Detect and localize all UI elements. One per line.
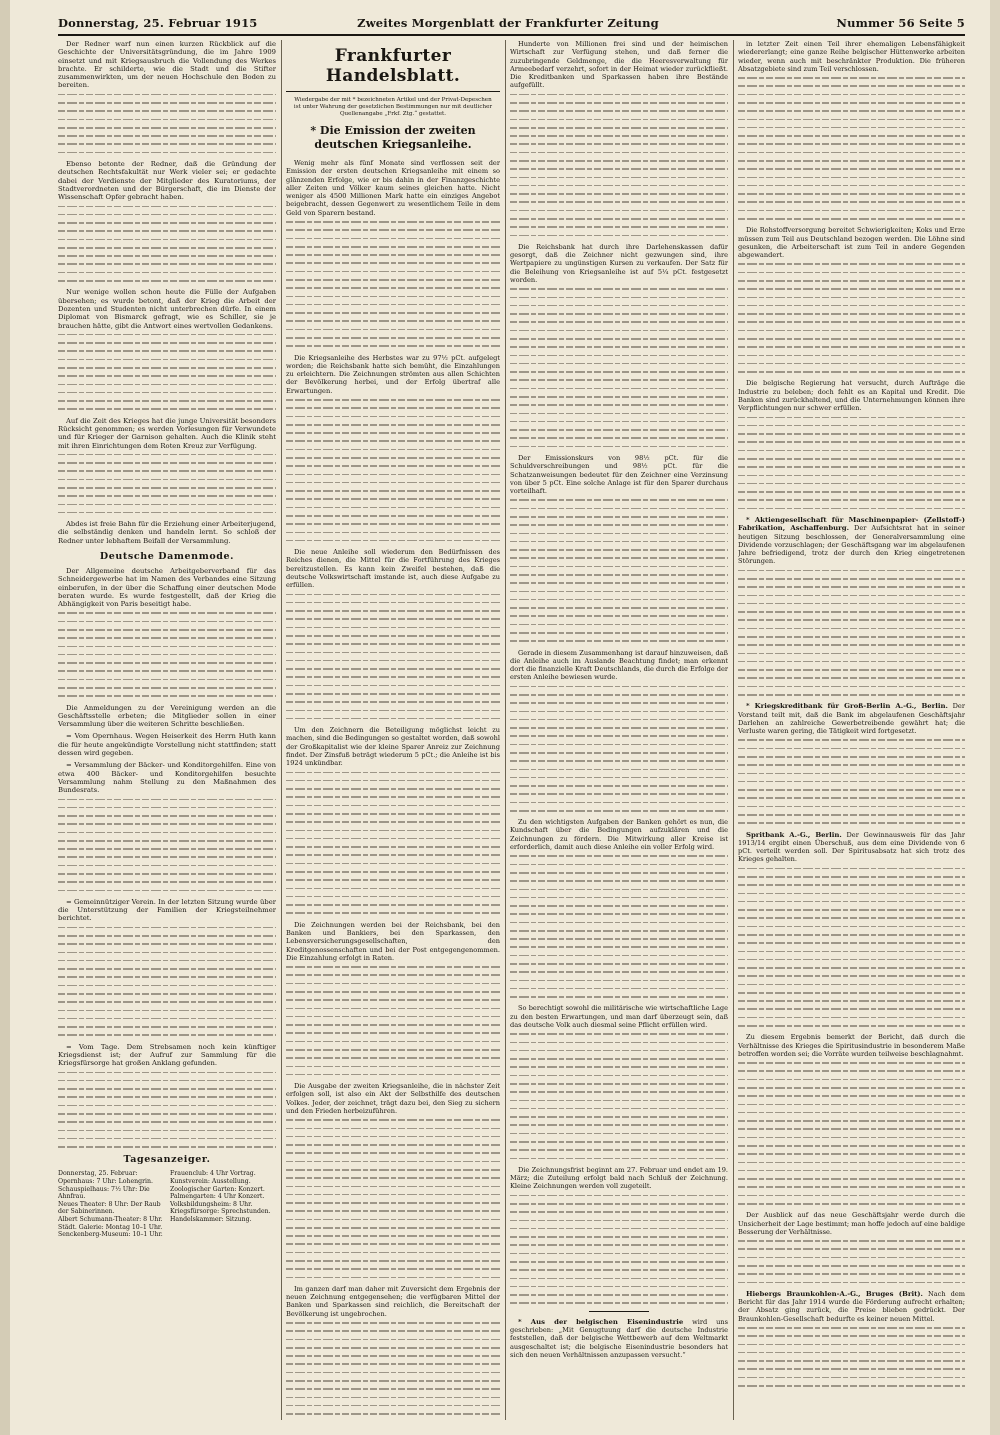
text-filler	[286, 399, 500, 541]
text-filler	[510, 686, 728, 812]
listing-item: Senckenberg-Museum: 10–1 Uhr.	[58, 1231, 163, 1239]
article-paragraph: in letzter Zeit einen Teil ihrer ehemaligen Lebensfähigkeit wiedererlangt; eine ganze Reihe belgischer Hüttenwerke arbeiten wieder, wenn auch mit beschränkter Produktion. Die früheren Absatzgebiete sind zum Teil verschlossen.	[738, 40, 965, 73]
text-filler	[738, 868, 965, 1027]
header-issue-page: Nummer 56 Seite 5	[836, 16, 965, 30]
listing-item: Handelskammer: Sitzung.	[170, 1215, 252, 1223]
column-divider	[733, 40, 734, 1420]
listing-item: Opernhaus: 7 Uhr: Lohengrin.	[58, 1178, 153, 1185]
article-paragraph: Gerade in diesem Zusammenhang ist darauf hinzuweisen, daß die Anleihe auch im Auslande Beachtung findet; man erkennt dort die finanzielle Kraft Deutschlands, die durch die Erfolge der ersten Anleihe bewiesen wurde.	[510, 648, 728, 682]
article-paragraph: Der Redner warf nun einen kurzen Rückblick auf die Geschichte der Universitätsgründung, die im Jahre 1909 einsetzt und mit Kriegsausbruch die Vollendung des Werkes brachte. Er schilderte, wie die Stadt und die Stifter zusammenwirkten, um der neuen Hochschule den Boden zu bereiten.	[58, 40, 276, 90]
column-1	[58, 40, 276, 1420]
article-paragraph: Um den Zeichnern die Beteiligung möglichst leicht zu machen, sind die Bedingungen so gestaltet worden, daß sowohl der Großkapitalist wie der kleine Sparer Anreiz zur Zeichnung findet. Der Zinsfuß beträgt wiederum 5 pCt.; die Anleihe ist bis 1924 unkündbar.	[286, 726, 500, 768]
entry-text: Nach dem Bericht für das Jahr 1914 wurde die Förderung aufrecht erhalten; der Absatz ging zurück, die Preise blieben gedrückt. Der Braunkohlen-Gesellschaft bedurfte es keiner neuen Mittel.	[738, 1289, 965, 1323]
page-edge	[990, 0, 1000, 1435]
tagesanzeiger-listing	[58, 1170, 276, 1238]
article-paragraph: Abdes ist freie Bahn für die Erziehung einer Arbeiterjugend, die selbständig denken und handeln lernt. So schloß der Redner unter lebhaftem Beifall der Versammlung.	[58, 520, 276, 545]
article-paragraph: Wenig mehr als fünf Monate sind verflossen seit der Emission der ersten deutschen Kriegsanleihe mit einem so glänzenden Erfolge, wie er bis dahin in der Finanzgeschichte aller Zeiten und Völker kaum seines gleichen hatte. Nicht weniger als 4500 Millionen Mark hatte ein einziges Angebot beigebracht, dessen Gegenwert zu wesentlichem Teile in dem Geld von Sparern bestand.	[286, 159, 500, 217]
listing-item: Zoologischer Garten: Konzert.	[170, 1185, 265, 1193]
text-filler	[510, 855, 728, 997]
note-text: wird uns geschrieben: „Mit Genugtuung darf die deutsche Industrie feststellen, daß der belgische Wettbewerb auf dem Weltmarkt ausgeschaltet ist; die belgische Eisenindustrie besonders hat sich den neuen Verhältnissen anzupassen versucht.“	[510, 1317, 728, 1359]
article-title: * Die Emission der zweiten deutschen Kriegsanleihe.	[310, 124, 476, 151]
reprint-notice: Wiedergabe der mit * bezeichneten Artikel und der Privat-Depeschen ist unter Wahrung der gesetzlichen Bestimmungen nur mit deutlicher Quellenangabe „Frkf. Ztg.“ gestattet.	[293, 97, 493, 117]
text-filler	[738, 1240, 965, 1283]
text-filler	[286, 221, 500, 347]
text-filler	[286, 966, 500, 1075]
column-2	[286, 40, 500, 1420]
text-filler	[58, 206, 276, 282]
binding-gutter	[0, 0, 10, 1435]
local-note: = Versammlung der Bäcker- und Konditorgehilfen. Eine von etwa 400 Bäcker- und Konditorgehilfen besuchte Versammlung nahm Stellung zu den Maßnahmen des Bundesrats.	[58, 761, 276, 795]
header-paper-title: Zweites Morgenblatt der Frankfurter Zeitung	[357, 16, 659, 30]
entry-title: Spritbank A.-G., Berlin.	[746, 830, 842, 839]
listing-item: Albert Schumann-Theater: 8 Uhr.	[58, 1215, 163, 1223]
article-paragraph: Zu den wichtigsten Aufgaben der Banken gehört es nun, die Kundschaft über die Bedingungen aufzuklären und die Zeichnungen zu fördern. Die Mitwirkung aller Kreise ist erforderlich, damit auch diese Anleihe ein voller Erfolg wird.	[510, 818, 728, 852]
text-filler	[510, 288, 728, 447]
text-filler	[58, 454, 276, 514]
local-note: = Vom Tage. Dem Strebsamen noch kein künftiger Kriegsdienst ist; der Aufruf zur Sammlung für die Kriegsfürsorge hat großen Anklang gefunden.	[58, 1042, 276, 1068]
text-filler	[58, 1072, 276, 1148]
note-title: * Aus der belgischen Eisenindustrie	[518, 1317, 684, 1326]
text-filler	[58, 334, 276, 410]
article-paragraph: Der Emissionskurs von 98½ pCt. für die Schuldverschreibungen und 98½ pCt. für die Schatzanweisungen bedeutet für den Zeichner eine Verzinsung von über 5 pCt. Eine solche Anlage ist für den Sparer durchaus vorteilhaft.	[510, 453, 728, 496]
article-paragraph: Nur wenige wollen schon heute die Fülle der Aufgaben übersehen; es wurde betont, daß der Krieg die Arbeit der Dozenten und Studenten nicht unterbrechen dürfe. In einem Diplomat von Bismarck gefragt, wie es Schiller, sie je brauchen hätte, gibt die Antwort eines wertvollen Gedankens.	[58, 288, 276, 330]
article-paragraph: Die Anmeldungen zu der Vereinigung werden an die Geschäftsstelle erbeten; die Mitglieder sollen in einer Versammlung über die weiteren Schritte beschließen.	[58, 703, 276, 729]
article-paragraph: Die neue Anleihe soll wiederum den Bedürfnissen des Reiches dienen, die Mittel für die Fortführung des Krieges bereitzustellen. Es kann kein Zweifel bestehen, daß die deutsche Volkswirtschaft imstande ist, auch diese Aufgabe zu erfüllen.	[286, 548, 500, 590]
entry-title: * Aktiengesellschaft für Maschinenpapier- (Zellstoff-) Fabrikation, Aschaffenburg.	[738, 515, 965, 533]
column-divider	[505, 40, 506, 1420]
listing-item: Volksbildungsheim: 8 Uhr.	[170, 1200, 253, 1208]
column-3	[510, 40, 728, 1420]
page-header	[58, 14, 965, 34]
column-divider	[281, 40, 282, 1420]
tagesanzeiger-left	[58, 1170, 164, 1238]
article-paragraph: Die Kriegsanleihe des Herbstes war zu 97½ pCt. aufgelegt worden; die Reichsbank hatte sich bemüht, die Einzahlungen zu erleichtern. Die Zeichnungen strömten aus allen Schichten der Bevölkerung herbei, und der Erfolg übertraf alle Erwartungen.	[286, 353, 500, 395]
article-paragraph: Zu diesem Ergebnis bemerkt der Bericht, daß durch die Verhältnisse des Krieges die Spiritusindustrie in besonderem Maße betroffen worden sei; die Vorräte wurden teilweise beschlagnahmt.	[738, 1033, 965, 1058]
text-filler	[738, 739, 965, 823]
text-filler	[738, 570, 965, 696]
listing-item: Palmengarten: 4 Uhr Konzert.	[170, 1193, 265, 1201]
entry-title: * Kriegskreditbank für Groß-Berlin A.-G., Berlin.	[746, 702, 948, 711]
article-paragraph: Der Allgemeine deutsche Arbeitgeberverband für das Schneidergewerbe hat im Namen des Verbandes eine Sitzung einberufen, in der über die Schaffung einer deutschen Mode beraten wurde. Es wurde festgestellt, daß der Krieg die Abhängigkeit von Paris beseitigt habe.	[58, 566, 276, 609]
entry-text: Der Gewinnausweis für das Jahr 1913/14 ergibt einen Überschuß, aus dem eine Dividende von 6 pCt. verteilt werden soll. Der Spiritusabsatz hat sich trotz des Krieges gehalten.	[738, 830, 965, 864]
text-filler	[286, 1322, 500, 1420]
article-paragraph: Ebenso betonte der Redner, daß die Gründung der deutschen Rechtsfakultät nur Werk vieler sei; er gedachte dabei der Verdienste der Mitglieder des Kuratoriums, der Stadtverordneten und der Bürgerschaft, die im Dienste der Wissenschaft Opfer gebracht haben.	[58, 160, 276, 202]
listing-item: Kriegsfürsorge: Sprechstunden.	[170, 1208, 271, 1216]
listing-item: Städt. Galerie: Montag 10–1 Uhr.	[58, 1223, 163, 1231]
listing-item: Frauenclub: 4 Uhr Vortrag.	[170, 1170, 256, 1178]
section-title: Deutsche Damenmode.	[99, 550, 235, 562]
article-paragraph: Auf die Zeit des Krieges hat die junge Universität besonders Rücksicht genommen; es werden Vorlesungen für Verwundete und für Krieger der Garnison gehalten. Auch die Klinik steht mit ihren Einrichtungen dem Roten Kreuz zur Verfügung.	[58, 416, 276, 450]
entry-title: Hiebergs Braunkohlen-A.-G., Bruges (Brit).	[746, 1289, 923, 1298]
article-paragraph: Die Ausgabe der zweiten Kriegsanleihe, die in nächster Zeit erfolgen soll, ist also ein Akt der Selbsthilfe des deutschen Volkes. Jeder, der zeichnet, trägt dazu bei, den Sieg zu sichern und den Frieden herbeizuführen.	[286, 1082, 500, 1115]
text-filler	[738, 417, 965, 510]
text-filler	[510, 499, 728, 641]
article-paragraph: Die Reichsbank hat durch ihre Darlehenskassen dafür gesorgt, daß die Zeichner nicht gezwungen sind, ihre Wertpapiere zu ungünstigen Kursen zu verkaufen. Der Satz für die Beleihung von Kriegsanleihe ist auf 5¼ pCt. festgesetzt worden.	[510, 242, 728, 285]
section-masthead: Frankfurter Handelsblatt.	[286, 46, 500, 92]
article-paragraph: Im ganzen darf man daher mit Zuversicht dem Ergebnis der neuen Zeichnung entgegensehen; die verfügbaren Mittel der Banken und Sparkassen sind reichlich, die Bereitschaft der Bevölkerung ist ungebrochen.	[286, 1284, 500, 1318]
text-filler	[738, 1062, 965, 1204]
text-filler	[510, 1033, 728, 1159]
tagesanzeiger-right	[170, 1170, 276, 1238]
text-filler	[58, 799, 276, 892]
article-paragraph: Die Rohstoffversorgung bereitet Schwierigkeiten; Koks und Erze müssen zum Teil aus Deutschland bezogen werden. Die Löhne sind gesunken, die Arbeiterschaft ist zum Teil in andere Gegenden abgewandert.	[738, 226, 965, 260]
local-note: = Gemeinnütziger Verein. In der letzten Sitzung wurde über die Unterstützung der Familien der Kriegsteilnehmer berichtet.	[58, 897, 276, 923]
header-rule	[58, 34, 965, 36]
local-note: = Vom Opernhaus. Wegen Heiserkeit des Herrn Huth kann die für heute angekündigte Vorstellung nicht stattfinden; statt dessen wird gegeben.	[58, 732, 276, 758]
header-date: Donnerstag, 25. Februar 1915	[58, 16, 258, 30]
article-paragraph: So berechtigt sowohl die militärische wie wirtschaftliche Lage zu den besten Erwartungen, und man darf überzeugt sein, daß das deutsche Volk auch diesmal seine Pflicht erfüllen wird.	[510, 1004, 728, 1030]
text-filler	[510, 1195, 728, 1304]
text-filler	[738, 77, 965, 219]
text-filler	[286, 594, 500, 720]
article-paragraph: Die Zeichnungsfrist beginnt am 27. Februar und endet am 19. März; die Zuteilung erfolgt bald nach Schluß der Zeichnung. Kleine Zeichnungen werden voll zugeteilt.	[510, 1165, 728, 1191]
article-paragraph: Der Ausblick auf das neue Geschäftsjahr werde durch die Unsicherheit der Lage bestimmt; man hoffe jedoch auf eine baldige Besserung der Verhältnisse.	[738, 1211, 965, 1236]
entry-text: Der Vorstand teilt mit, daß die Bank im abgelaufenen Geschäftsjahr Darlehen an zahlreiche Gewerbetreibende gewährt hat; die Verluste waren gering, die Tätigkeit wird fortgesetzt.	[738, 702, 965, 736]
entry-text: Der Aufsichtsrat hat in seiner heutigen Sitzung beschlossen, der Generalversammlung eine Dividende vorzuschlagen; der Geschäftsgang war im abgelaufenen Jahre befriedigend, trotz der durch den Krieg eingetretenen Störungen.	[738, 524, 965, 566]
listing-item: Schauspielhaus: 7½ Uhr: Die Ahnfrau.	[58, 1185, 150, 1201]
listing-item: Donnerstag, 25. Februar:	[58, 1170, 138, 1178]
article-paragraph: Die Zeichnungen werden bei der Reichsbank, bei den Banken und Bankiers, bei den Sparkassen, den Lebensversicherungsgesellschaften, den Kreditgenossenschaften und bei der Post entgegengenommen. Die Einzahlung erfolgt in Raten.	[286, 920, 500, 962]
text-filler	[58, 94, 276, 154]
article-end-rule	[589, 1311, 649, 1312]
listing-item: Kunstverein: Ausstellung.	[170, 1178, 251, 1185]
text-filler	[286, 772, 500, 914]
article-paragraph: Hunderte von Millionen frei sind und der heimischen Wirtschaft zur Verfügung stehen, und daß ferner die zuzubringende Geldmenge, die die Heeresverwaltung für Armeebedarf verzehrt, sofort in der Heimat wieder zurückfließt. Die Kreditbanken und Sparkassen haben ihre Bestände aufgefüllt.	[510, 40, 728, 90]
text-filler	[510, 94, 728, 236]
text-filler	[286, 1119, 500, 1278]
article-paragraph: Die belgische Regierung hat versucht, durch Aufträge die Industrie zu beleben; doch fehlt es an Kapital und Kredit. Die Banken sind zurückhaltend, und die Unternehmungen können ihre Verpflichtungen nur schwer erfüllen.	[738, 379, 965, 413]
tagesanzeiger-title: Tagesanzeiger.	[123, 1154, 211, 1166]
text-filler	[58, 927, 276, 1036]
text-filler	[738, 1327, 965, 1387]
text-filler	[738, 263, 965, 372]
text-filler	[58, 612, 276, 696]
column-4	[738, 40, 965, 1420]
listing-item: Neues Theater: 8 Uhr: Der Raub der Sabinerinnen.	[58, 1200, 161, 1216]
